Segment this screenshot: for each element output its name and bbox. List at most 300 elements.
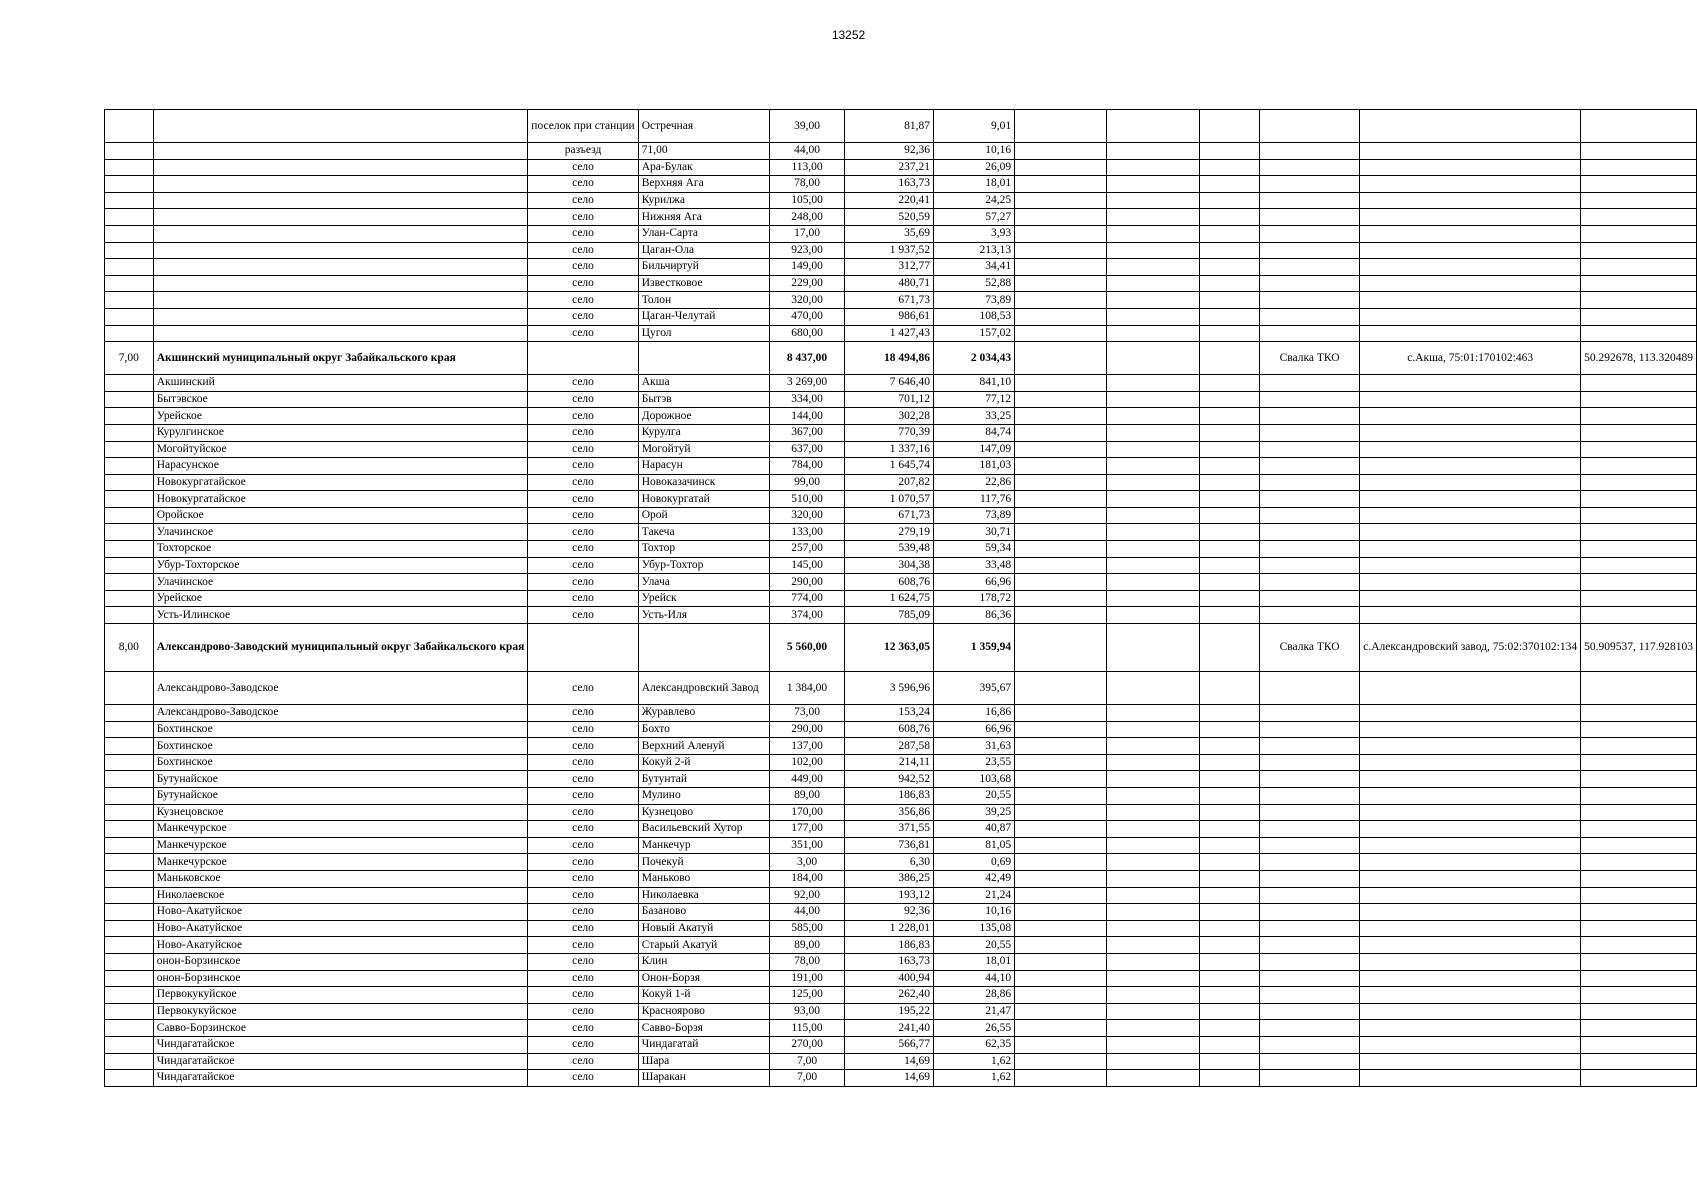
mass-cell: 178,72 (934, 590, 1015, 607)
coordinates-cell (1581, 854, 1697, 871)
municipality-cell: Бохтинское (153, 721, 528, 738)
row-number-cell (105, 937, 154, 954)
volume-cell: 193,12 (844, 887, 933, 904)
settlement-type-cell: село (528, 325, 638, 342)
facility-type-cell (1259, 804, 1359, 821)
empty-cell (1015, 574, 1106, 591)
volume-cell: 186,83 (844, 788, 933, 805)
table-row (105, 1036, 1697, 1053)
settlement-type-cell: село (528, 837, 638, 854)
facility-type-cell (1259, 821, 1359, 838)
settlement-type-cell: село (528, 970, 638, 987)
facility-location-cell (1360, 788, 1581, 805)
coordinates-cell (1581, 292, 1697, 309)
settlement-name-cell: Такеча (638, 524, 770, 541)
row-number-cell (105, 920, 154, 937)
settlement-name-cell: Мулино (638, 788, 770, 805)
settlement-type-cell: село (528, 391, 638, 408)
municipality-cell: Александрово-Заводский муниципальный округ Забайкальского края (153, 624, 528, 672)
coordinates-cell (1581, 458, 1697, 475)
municipality-cell: Александрово-Заводское (153, 672, 528, 705)
settlement-name-cell: Улача (638, 574, 770, 591)
volume-cell: 942,52 (844, 771, 933, 788)
volume-cell: 1 937,52 (844, 242, 933, 259)
coordinates-cell (1581, 209, 1697, 226)
empty-cell (1106, 491, 1199, 508)
settlement-name-cell: Толон (638, 292, 770, 309)
settlement-name-cell: Бутунтай (638, 771, 770, 788)
municipality-cell: Манкечурское (153, 837, 528, 854)
volume-cell: 386,25 (844, 870, 933, 887)
volume-cell: 400,94 (844, 970, 933, 987)
empty-cell (1015, 854, 1106, 871)
empty-cell (1015, 441, 1106, 458)
settlement-name-cell: Клин (638, 953, 770, 970)
facility-location-cell: с.Александровский завод, 75:02:370102:134 (1360, 624, 1581, 672)
volume-cell: 480,71 (844, 275, 933, 292)
population-cell: 44,00 (770, 904, 844, 921)
mass-cell: 0,69 (934, 854, 1015, 871)
empty-cell (1015, 325, 1106, 342)
table-row (105, 557, 1697, 574)
coordinates-cell (1581, 159, 1697, 176)
table-row (105, 804, 1697, 821)
empty-cell (1015, 275, 1106, 292)
volume-cell: 785,09 (844, 607, 933, 624)
volume-cell: 539,48 (844, 541, 933, 558)
municipality-cell (153, 242, 528, 259)
population-cell: 470,00 (770, 308, 844, 325)
facility-location-cell (1360, 176, 1581, 193)
municipality-cell: Первокукуйское (153, 987, 528, 1004)
mass-cell: 66,96 (934, 574, 1015, 591)
settlement-name-cell: Николаевка (638, 887, 770, 904)
population-cell: 145,00 (770, 557, 844, 574)
coordinates-cell (1581, 1020, 1697, 1037)
empty-cell (1015, 887, 1106, 904)
empty-cell (1015, 110, 1106, 143)
empty-cell (1199, 209, 1259, 226)
volume-cell: 1 337,16 (844, 441, 933, 458)
row-number-cell (105, 209, 154, 226)
mass-cell: 841,10 (934, 375, 1015, 392)
coordinates-cell (1581, 1070, 1697, 1087)
volume-cell: 736,81 (844, 837, 933, 854)
volume-cell: 14,69 (844, 1070, 933, 1087)
row-number-cell (105, 541, 154, 558)
facility-location-cell (1360, 754, 1581, 771)
settlement-name-cell: Цаган-Челутай (638, 308, 770, 325)
table-row (105, 391, 1697, 408)
empty-cell (1015, 837, 1106, 854)
empty-cell (1106, 292, 1199, 309)
row-number-cell (105, 672, 154, 705)
settlement-type-cell: село (528, 209, 638, 226)
row-number-cell (105, 1020, 154, 1037)
empty-cell (1015, 524, 1106, 541)
volume-cell: 195,22 (844, 1003, 933, 1020)
coordinates-cell (1581, 325, 1697, 342)
coordinates-cell (1581, 590, 1697, 607)
municipality-cell: Манкечурское (153, 854, 528, 871)
municipality-cell: Усть-Илинское (153, 607, 528, 624)
row-number-cell (105, 143, 154, 160)
table-row (105, 524, 1697, 541)
row-number-cell (105, 721, 154, 738)
empty-cell (1015, 920, 1106, 937)
settlement-type-cell: разъезд (528, 143, 638, 160)
municipality-cell: Николаевское (153, 887, 528, 904)
municipality-cell: Савво-Борзинское (153, 1020, 528, 1037)
settlement-type-cell: село (528, 1036, 638, 1053)
row-number-cell (105, 771, 154, 788)
table-row (105, 424, 1697, 441)
population-cell: 92,00 (770, 887, 844, 904)
empty-cell (1015, 738, 1106, 755)
empty-cell (1106, 1070, 1199, 1087)
empty-cell (1015, 970, 1106, 987)
row-number-cell (105, 408, 154, 425)
mass-cell: 117,76 (934, 491, 1015, 508)
settlement-type-cell: село (528, 721, 638, 738)
municipality-cell: Чиндагатайское (153, 1036, 528, 1053)
table-row (105, 159, 1697, 176)
row-number-cell (105, 821, 154, 838)
empty-cell (1199, 837, 1259, 854)
empty-cell (1015, 541, 1106, 558)
volume-cell: 566,77 (844, 1036, 933, 1053)
row-number-cell (105, 987, 154, 1004)
settlement-type-cell: село (528, 788, 638, 805)
empty-cell (1106, 937, 1199, 954)
empty-cell (1106, 754, 1199, 771)
population-cell: 680,00 (770, 325, 844, 342)
volume-cell: 1 228,01 (844, 920, 933, 937)
settlement-type-cell: село (528, 375, 638, 392)
facility-type-cell (1259, 904, 1359, 921)
facility-type-cell (1259, 574, 1359, 591)
municipality-cell: Бохтинское (153, 754, 528, 771)
empty-cell (1199, 1053, 1259, 1070)
population-cell: 102,00 (770, 754, 844, 771)
row-number-cell (105, 804, 154, 821)
facility-type-cell (1259, 854, 1359, 871)
coordinates-cell (1581, 738, 1697, 755)
municipality-cell: онон-Борзинское (153, 970, 528, 987)
empty-cell (1106, 458, 1199, 475)
volume-cell: 608,76 (844, 574, 933, 591)
mass-cell: 10,16 (934, 143, 1015, 160)
table-row (105, 937, 1697, 954)
table-row (105, 771, 1697, 788)
municipality-cell: Акшинский муниципальный округ Забайкальского края (153, 342, 528, 375)
empty-cell (1199, 904, 1259, 921)
row-number-cell (105, 557, 154, 574)
table-row (105, 110, 1697, 143)
settlement-name-cell: Известковое (638, 275, 770, 292)
district-header-row (105, 342, 1697, 375)
municipality-cell: Оройское (153, 507, 528, 524)
facility-type-cell (1259, 474, 1359, 491)
municipality-cell (153, 225, 528, 242)
population-cell: 78,00 (770, 176, 844, 193)
facility-location-cell (1360, 375, 1581, 392)
empty-cell (1015, 159, 1106, 176)
municipality-cell (153, 143, 528, 160)
population-cell: 105,00 (770, 192, 844, 209)
settlement-type-cell: село (528, 607, 638, 624)
empty-cell (1015, 607, 1106, 624)
empty-cell (1106, 705, 1199, 722)
table-row (105, 574, 1697, 591)
facility-type-cell (1259, 259, 1359, 276)
empty-cell (1106, 242, 1199, 259)
empty-cell (1199, 804, 1259, 821)
settlement-type-cell: село (528, 771, 638, 788)
facility-type-cell (1259, 987, 1359, 1004)
facility-type-cell (1259, 1053, 1359, 1070)
empty-cell (1106, 1053, 1199, 1070)
row-number-cell (105, 1036, 154, 1053)
empty-cell (1015, 721, 1106, 738)
settlement-name-cell: Усть-Иля (638, 607, 770, 624)
volume-cell: 986,61 (844, 308, 933, 325)
municipality-cell: Ново-Акатуйское (153, 904, 528, 921)
table-row (105, 375, 1697, 392)
settlement-type-cell: село (528, 821, 638, 838)
row-number-cell (105, 870, 154, 887)
row-number-cell (105, 887, 154, 904)
empty-cell (1015, 1020, 1106, 1037)
empty-cell (1199, 424, 1259, 441)
facility-type-cell (1259, 771, 1359, 788)
empty-cell (1015, 705, 1106, 722)
coordinates-cell (1581, 275, 1697, 292)
empty-cell (1015, 821, 1106, 838)
row-number-cell (105, 225, 154, 242)
population-cell: 320,00 (770, 507, 844, 524)
population-cell: 367,00 (770, 424, 844, 441)
volume-cell: 671,73 (844, 507, 933, 524)
table-row (105, 275, 1697, 292)
facility-type-cell (1259, 705, 1359, 722)
mass-cell: 22,86 (934, 474, 1015, 491)
facility-location-cell (1360, 904, 1581, 921)
population-cell: 8 437,00 (770, 342, 844, 375)
coordinates-cell (1581, 1036, 1697, 1053)
population-cell: 774,00 (770, 590, 844, 607)
volume-cell: 18 494,86 (844, 342, 933, 375)
mass-cell: 9,01 (934, 110, 1015, 143)
empty-cell (1199, 275, 1259, 292)
facility-location-cell (1360, 259, 1581, 276)
facility-location-cell (1360, 987, 1581, 1004)
facility-type-cell (1259, 159, 1359, 176)
empty-cell (1199, 458, 1259, 475)
settlement-name-cell: Улан-Сарта (638, 225, 770, 242)
population-cell: 229,00 (770, 275, 844, 292)
facility-location-cell (1360, 1003, 1581, 1020)
facility-type-cell (1259, 491, 1359, 508)
coordinates-cell: 50.909537, 117.928103 (1581, 624, 1697, 672)
facility-location-cell (1360, 242, 1581, 259)
coordinates-cell (1581, 259, 1697, 276)
empty-cell (1199, 408, 1259, 425)
settlement-type-cell: село (528, 408, 638, 425)
settlement-name-cell: Новый Акатуй (638, 920, 770, 937)
facility-type-cell (1259, 441, 1359, 458)
municipality-cell: Тохторское (153, 541, 528, 558)
settlement-type-cell: село (528, 474, 638, 491)
volume-cell: 214,11 (844, 754, 933, 771)
settlement-type-cell: село (528, 987, 638, 1004)
empty-cell (1199, 342, 1259, 375)
empty-cell (1106, 143, 1199, 160)
table-row (105, 143, 1697, 160)
empty-cell (1106, 441, 1199, 458)
population-cell: 133,00 (770, 524, 844, 541)
mass-cell: 86,36 (934, 607, 1015, 624)
facility-type-cell (1259, 408, 1359, 425)
empty-cell (1199, 771, 1259, 788)
settlement-type-cell: село (528, 292, 638, 309)
empty-cell (1106, 225, 1199, 242)
empty-cell (1106, 259, 1199, 276)
facility-location-cell (1360, 507, 1581, 524)
facility-type-cell (1259, 837, 1359, 854)
coordinates-cell (1581, 424, 1697, 441)
mass-cell: 62,35 (934, 1036, 1015, 1053)
coordinates-cell (1581, 870, 1697, 887)
empty-cell (1106, 624, 1199, 672)
coordinates-cell (1581, 804, 1697, 821)
facility-type-cell (1259, 557, 1359, 574)
table-row (105, 837, 1697, 854)
municipality-cell: Улачинское (153, 524, 528, 541)
empty-cell (1199, 953, 1259, 970)
empty-cell (1015, 1053, 1106, 1070)
facility-location-cell (1360, 143, 1581, 160)
settlement-name-cell: Васильевский Хутор (638, 821, 770, 838)
empty-cell (1199, 441, 1259, 458)
empty-cell (1106, 176, 1199, 193)
empty-cell (1106, 541, 1199, 558)
coordinates-cell (1581, 887, 1697, 904)
population-cell: 3,00 (770, 854, 844, 871)
settlement-type-cell: село (528, 887, 638, 904)
empty-cell (1106, 970, 1199, 987)
settlement-name-cell: Бохто (638, 721, 770, 738)
empty-cell (1106, 788, 1199, 805)
empty-cell (1106, 308, 1199, 325)
settlement-type-cell: село (528, 754, 638, 771)
facility-type-cell (1259, 275, 1359, 292)
municipality-cell: Ново-Акатуйское (153, 937, 528, 954)
empty-cell (1015, 937, 1106, 954)
municipality-cell (153, 209, 528, 226)
population-cell: 585,00 (770, 920, 844, 937)
empty-cell (1106, 408, 1199, 425)
settlement-type-cell: село (528, 904, 638, 921)
mass-cell: 20,55 (934, 937, 1015, 954)
population-cell: 73,00 (770, 705, 844, 722)
settlement-type-cell: село (528, 242, 638, 259)
table-row (105, 1020, 1697, 1037)
population-cell: 99,00 (770, 474, 844, 491)
municipality-cell (153, 308, 528, 325)
empty-cell (1015, 1070, 1106, 1087)
mass-cell: 59,34 (934, 541, 1015, 558)
empty-cell (1106, 607, 1199, 624)
row-number-cell (105, 574, 154, 591)
empty-cell (1199, 738, 1259, 755)
volume-cell: 153,24 (844, 705, 933, 722)
population-cell: 7,00 (770, 1053, 844, 1070)
volume-cell: 312,77 (844, 259, 933, 276)
coordinates-cell (1581, 721, 1697, 738)
empty-cell (1106, 1020, 1199, 1037)
mass-cell: 157,02 (934, 325, 1015, 342)
volume-cell: 163,73 (844, 176, 933, 193)
population-cell: 374,00 (770, 607, 844, 624)
empty-cell (1199, 176, 1259, 193)
population-cell: 17,00 (770, 225, 844, 242)
municipality-cell (153, 176, 528, 193)
empty-cell (1015, 375, 1106, 392)
empty-cell (1106, 920, 1199, 937)
row-number-cell: 7,00 (105, 342, 154, 375)
row-number-cell (105, 159, 154, 176)
volume-cell: 237,21 (844, 159, 933, 176)
municipality-cell (153, 259, 528, 276)
municipality-cell: Урейское (153, 590, 528, 607)
empty-cell (1106, 870, 1199, 887)
facility-location-cell (1360, 192, 1581, 209)
mass-cell: 34,41 (934, 259, 1015, 276)
table-row (105, 970, 1697, 987)
row-number-cell (105, 491, 154, 508)
municipality-cell: Манкечурское (153, 821, 528, 838)
table-row (105, 590, 1697, 607)
empty-cell (1015, 953, 1106, 970)
municipality-cell: Кузнецовское (153, 804, 528, 821)
municipality-cell: онон-Борзинское (153, 953, 528, 970)
empty-cell (1015, 292, 1106, 309)
empty-cell (1199, 854, 1259, 871)
population-cell: 137,00 (770, 738, 844, 755)
settlement-type-cell: село (528, 259, 638, 276)
facility-location-cell (1360, 474, 1581, 491)
population-cell: 93,00 (770, 1003, 844, 1020)
volume-cell: 262,40 (844, 987, 933, 1004)
settlement-name-cell: Могойтуй (638, 441, 770, 458)
volume-cell: 608,76 (844, 721, 933, 738)
mass-cell: 16,86 (934, 705, 1015, 722)
empty-cell (1015, 987, 1106, 1004)
coordinates-cell (1581, 754, 1697, 771)
coordinates-cell (1581, 391, 1697, 408)
mass-cell: 30,71 (934, 524, 1015, 541)
table-row (105, 788, 1697, 805)
coordinates-cell (1581, 607, 1697, 624)
table-row (105, 192, 1697, 209)
empty-cell (1106, 904, 1199, 921)
coordinates-cell (1581, 441, 1697, 458)
facility-type-cell (1259, 970, 1359, 987)
settlement-name-cell: Кокуй 2-й (638, 754, 770, 771)
table-row (105, 1003, 1697, 1020)
municipality-cell: Улачинское (153, 574, 528, 591)
